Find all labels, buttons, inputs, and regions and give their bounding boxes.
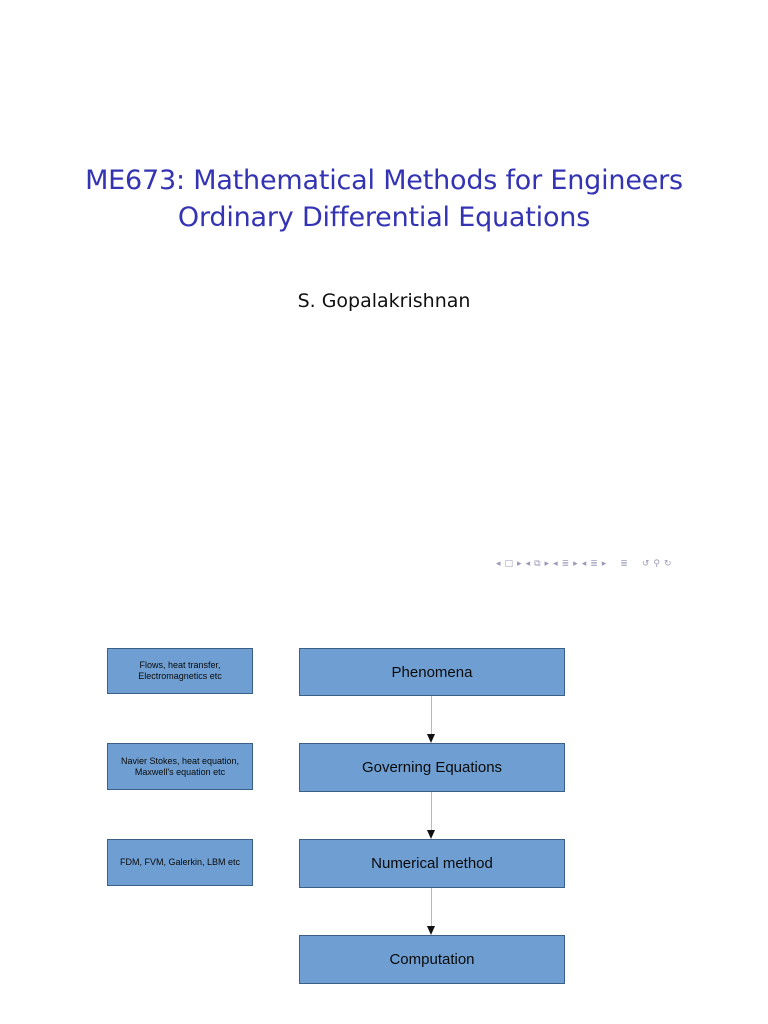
- phenomena-description-box: [107, 648, 253, 694]
- methods-description-box: [107, 839, 253, 886]
- redo-icon[interactable]: ↻: [663, 559, 672, 569]
- author-name: S. Gopalakrishnan: [297, 290, 471, 312]
- computation-box: [299, 935, 565, 984]
- numerical-method-label: Numerical method: [371, 855, 493, 872]
- nav-left-arrow-icon[interactable]: ◂: [496, 559, 501, 569]
- numerical-method-box: [299, 839, 565, 888]
- nav-left-arrow-icon[interactable]: ◂: [553, 559, 558, 569]
- arrow-down-icon: [427, 926, 435, 935]
- flow-connector: [431, 888, 432, 926]
- phenomena-label: Phenomena: [391, 663, 473, 681]
- phenomena-box: [299, 648, 565, 696]
- lecture-title: Ordinary Differential Equations: [177, 202, 591, 233]
- flow-connector: [431, 792, 432, 830]
- document-icon[interactable]: ≣: [620, 559, 628, 569]
- flowchart-slide: [0, 610, 768, 1024]
- equations-description: Navier Stokes, heat equation, Maxwell's equation etc: [120, 755, 240, 777]
- nav-right-arrow-icon[interactable]: ▸: [544, 559, 550, 569]
- frame-icon[interactable]: □: [504, 559, 514, 569]
- arrow-down-icon: [427, 830, 435, 839]
- computation-label: Computation: [389, 951, 475, 968]
- governing-equations-label: Governing Equations: [361, 759, 503, 776]
- nav-right-arrow-icon[interactable]: ▸: [601, 559, 607, 569]
- governing-equations-box: [299, 743, 565, 792]
- nav-left-arrow-icon[interactable]: ◂: [525, 559, 531, 569]
- nav-right-arrow-icon[interactable]: ▸: [517, 559, 522, 569]
- undo-icon[interactable]: ↺: [641, 559, 650, 569]
- phenomena-description: Flows, heat transfer, Electromagnetics etc: [138, 660, 222, 681]
- nav-right-arrow-icon[interactable]: ▸: [573, 559, 578, 569]
- arrow-down-icon: [427, 734, 435, 743]
- section-icon[interactable]: ≣: [561, 559, 570, 569]
- methods-description: FDM, FVM, Galerkin, LBM etc: [119, 857, 241, 867]
- search-icon[interactable]: ⚲: [653, 559, 660, 569]
- beamer-navigation-bar: [494, 556, 674, 572]
- flow-connector: [431, 696, 432, 734]
- subsection-icon[interactable]: ⧉: [534, 559, 541, 569]
- nav-left-arrow-icon[interactable]: ◂: [581, 559, 587, 569]
- course-title: ME673: Mathematical Methods for Engineers: [85, 165, 683, 196]
- equations-description-box: [107, 743, 253, 790]
- section-icon[interactable]: ≣: [590, 559, 598, 569]
